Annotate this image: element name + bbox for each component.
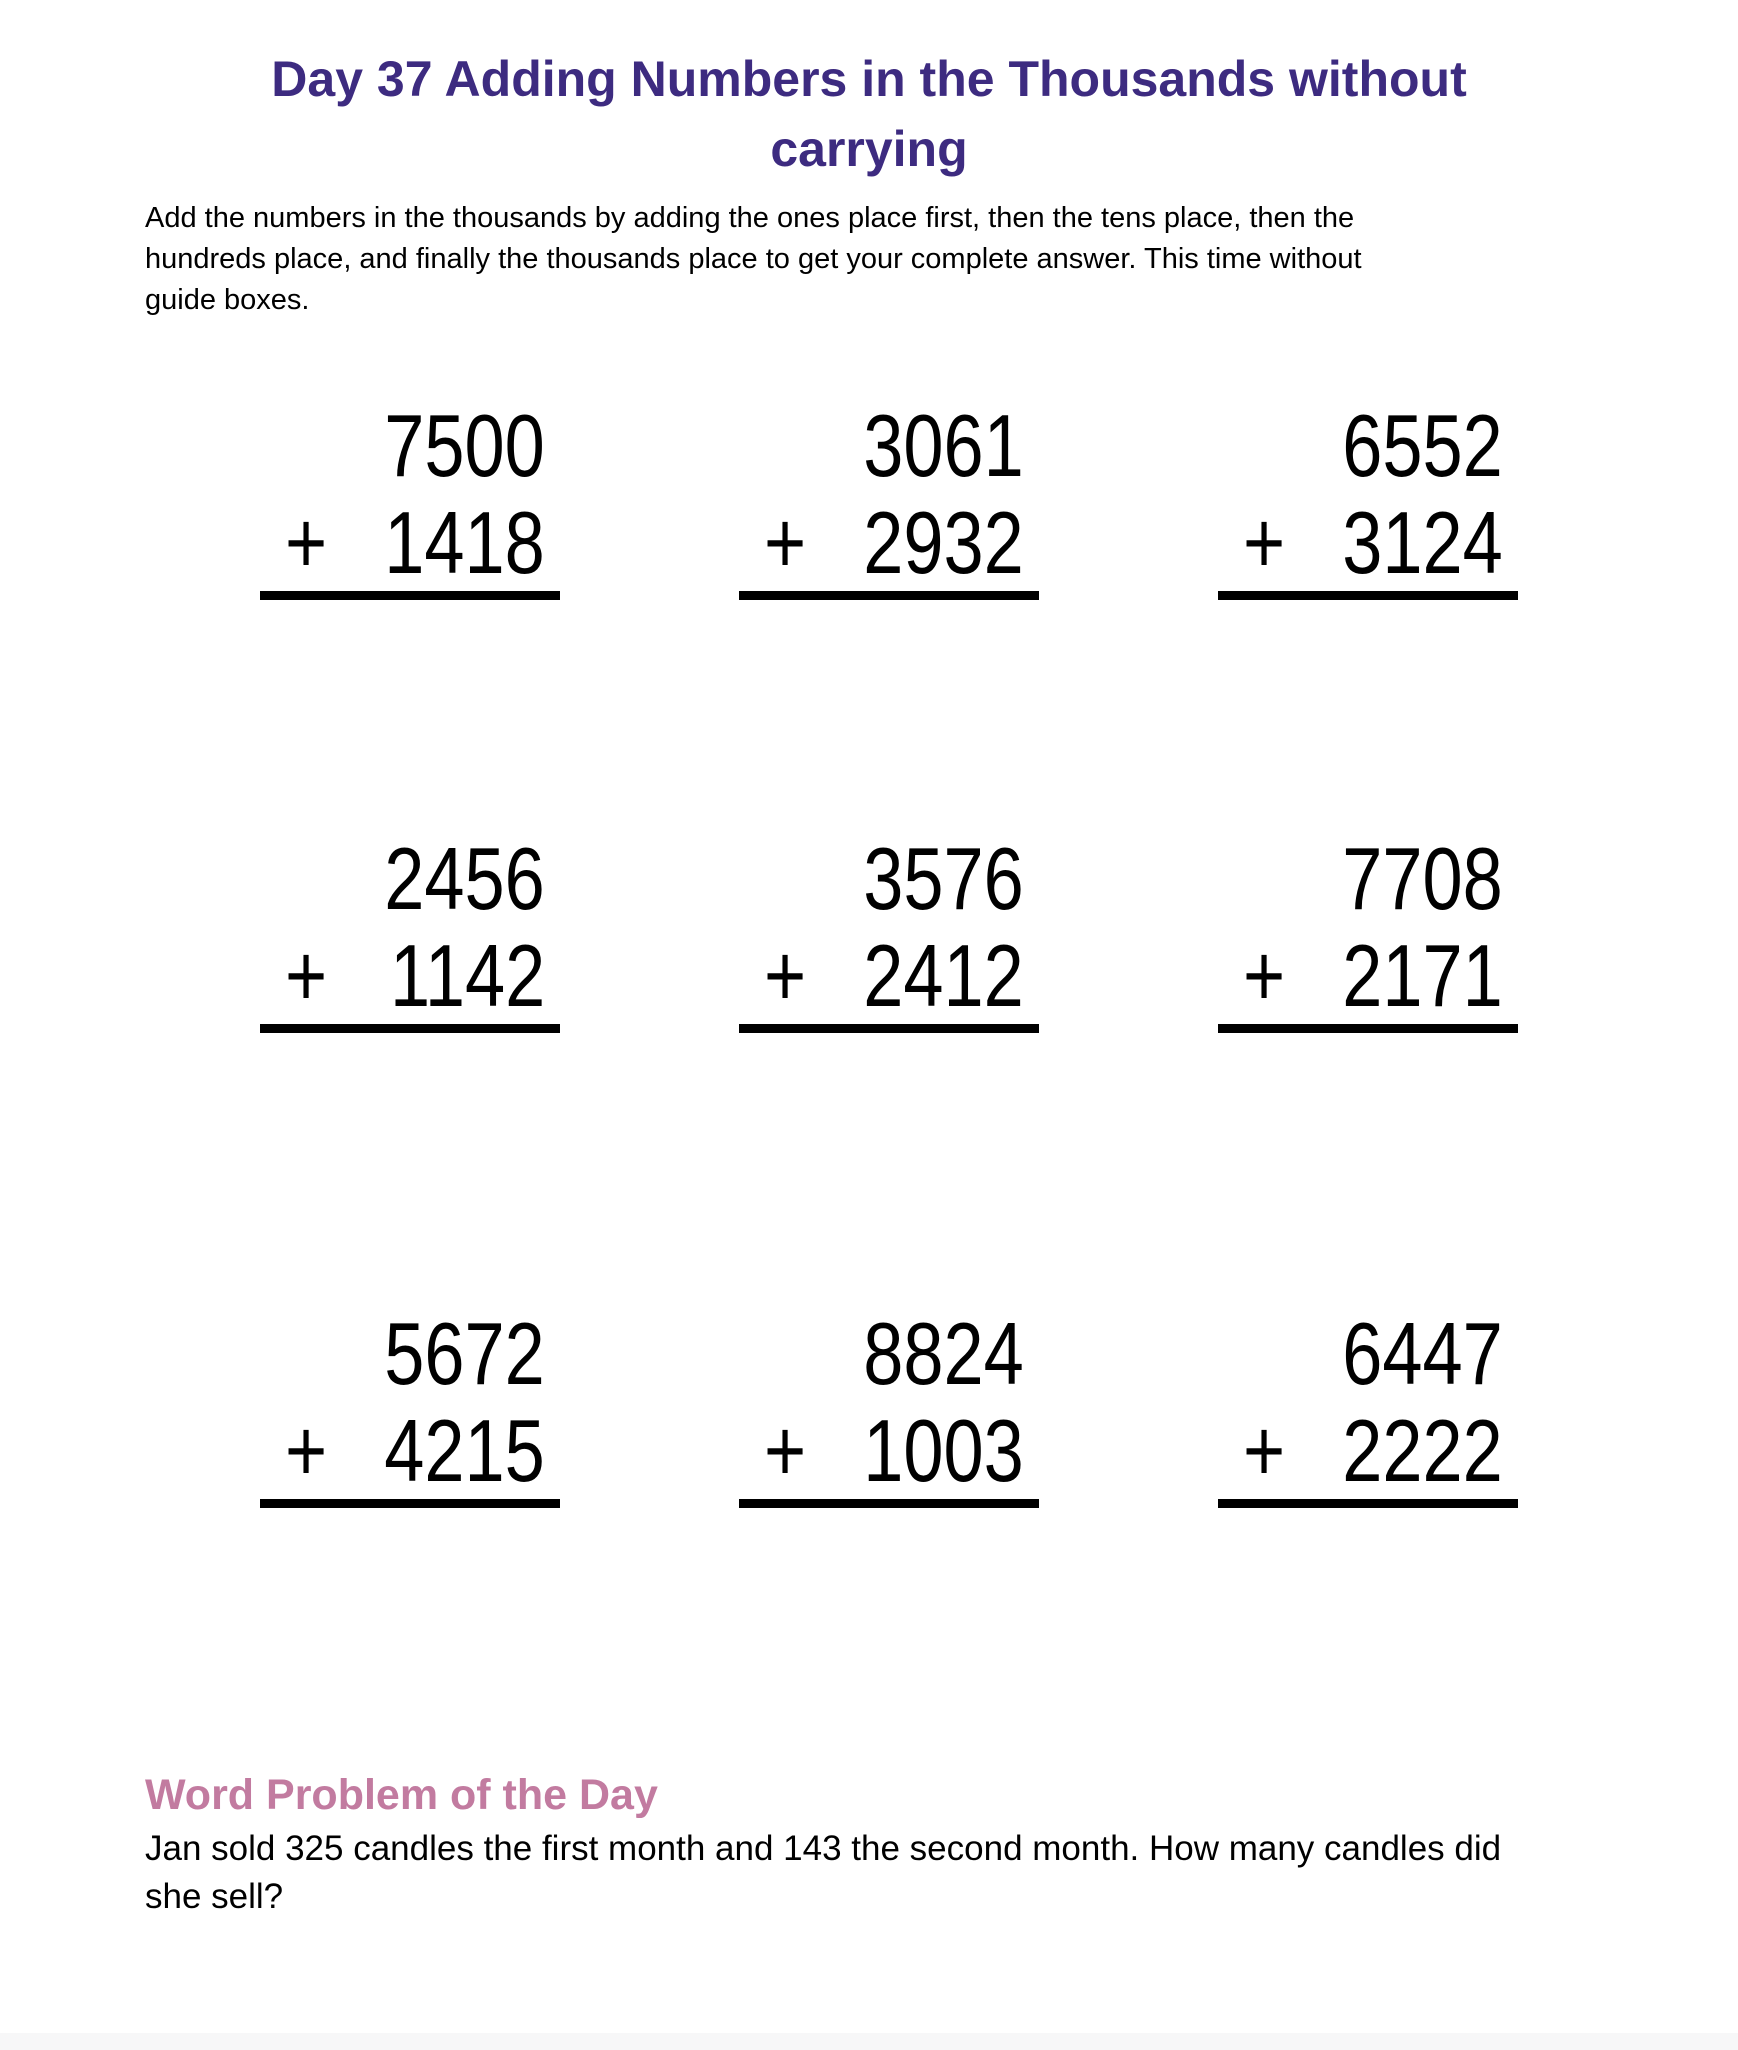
instructions-text [145,198,1615,321]
instructions-line-1: Add the numbers in the thousands by adding the ones place first, then the tens place, then the [145,202,1355,234]
problem-row-1 [260,397,1518,600]
page-bottom-band [0,2033,1738,2050]
word-problem-heading: Word Problem of the Day [145,1771,658,1819]
plus-sign: + [1243,926,1286,1025]
addition-problem-1 [260,397,560,600]
word-problem-line-2: she sell? [145,1877,284,1916]
addend-bottom: 2412 [863,926,1024,1025]
addend-bottom: 1003 [863,1401,1024,1500]
addend-top: 5672 [384,1304,545,1403]
addend-bottom: 1142 [389,926,545,1025]
word-problem-text [145,1825,1625,1921]
addition-problem-4 [260,830,560,1033]
addend-bottom: 2932 [863,493,1024,592]
addition-problem-8 [739,1305,1039,1508]
addend-top: 3576 [863,829,1024,928]
addend-top: 7708 [1342,829,1503,928]
addend-bottom: 4215 [384,1401,545,1500]
instructions-line-3: guide boxes. [145,284,310,316]
addition-problem-9 [1218,1305,1518,1508]
addend-bottom: 2171 [1342,926,1503,1025]
plus-sign: + [285,926,328,1025]
addition-problem-3 [1218,397,1518,600]
addend-top: 6552 [1342,396,1503,495]
page-title-line-1: Day 37 Adding Numbers in the Thousands without [271,51,1467,107]
plus-sign: + [764,1401,807,1500]
plus-sign: + [1243,1401,1286,1500]
plus-sign: + [285,493,328,592]
addend-top: 8824 [863,1304,1024,1403]
plus-sign: + [764,926,807,1025]
addition-problem-6 [1218,830,1518,1033]
addend-top: 7500 [384,396,545,495]
addend-top: 3061 [863,396,1024,495]
problem-row-3 [260,1305,1518,1508]
addend-top: 2456 [384,829,545,928]
addition-problem-5 [739,830,1039,1033]
addition-problem-2 [739,397,1039,600]
addend-top: 6447 [1342,1304,1503,1403]
addend-bottom: 3124 [1342,493,1503,592]
instructions-line-2: hundreds place, and finally the thousands place to get your complete answer. This time without [145,243,1362,275]
addend-bottom: 2222 [1342,1401,1503,1500]
problem-row-2 [260,830,1518,1033]
addend-bottom: 1418 [384,493,545,592]
plus-sign: + [285,1401,328,1500]
addition-problem-7 [260,1305,560,1508]
plus-sign: + [764,493,807,592]
page-title-line-2: carrying [770,121,968,177]
plus-sign: + [1243,493,1286,592]
word-problem-line-1: Jan sold 325 candles the first month and 143 the second month. How many candles did [145,1829,1502,1868]
page-title [119,0,1619,184]
